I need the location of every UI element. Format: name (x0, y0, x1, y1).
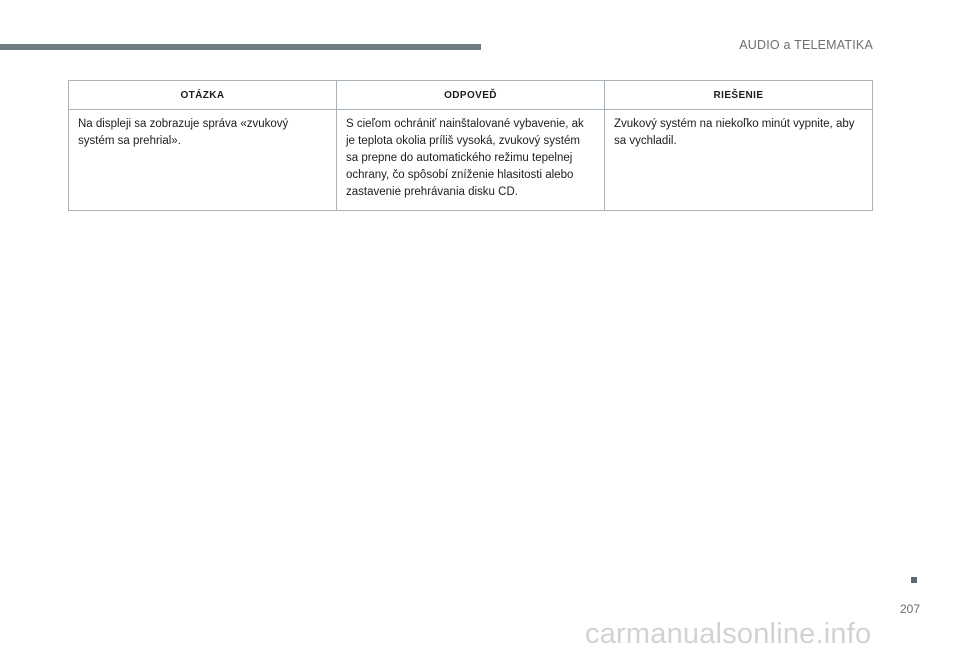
question-cell: Na displeji sa zobrazuje správa «zvukový systém sa prehrial». (69, 110, 337, 211)
header-accent-bar (0, 44, 481, 50)
page-marker-square (911, 577, 917, 583)
table-header-row (69, 81, 873, 110)
column-header-answer: ODPOVEĎ (337, 81, 605, 110)
page-number: 207 (900, 602, 921, 616)
solution-cell: Zvukový systém na niekoľko minút vypnite, aby sa vychladil. (605, 110, 873, 211)
column-header-solution: RIEŠENIE (605, 81, 873, 110)
column-header-question: OTÁZKA (69, 81, 337, 110)
troubleshooting-table (68, 80, 873, 211)
table-row (69, 110, 873, 211)
section-title: AUDIO a TELEMATIKA (739, 38, 873, 52)
answer-cell: S cieľom ochrániť nainštalované vybavenie, ak je teplota okolia príliš vysoká, zvukový systém sa prepne do automatického režimu tepelnej ochrany, čo spôsobí zníženie hlasitosti alebo zastavenie prehrávania disku CD. (337, 110, 605, 211)
watermark: carmanualsonline.info (585, 618, 872, 650)
